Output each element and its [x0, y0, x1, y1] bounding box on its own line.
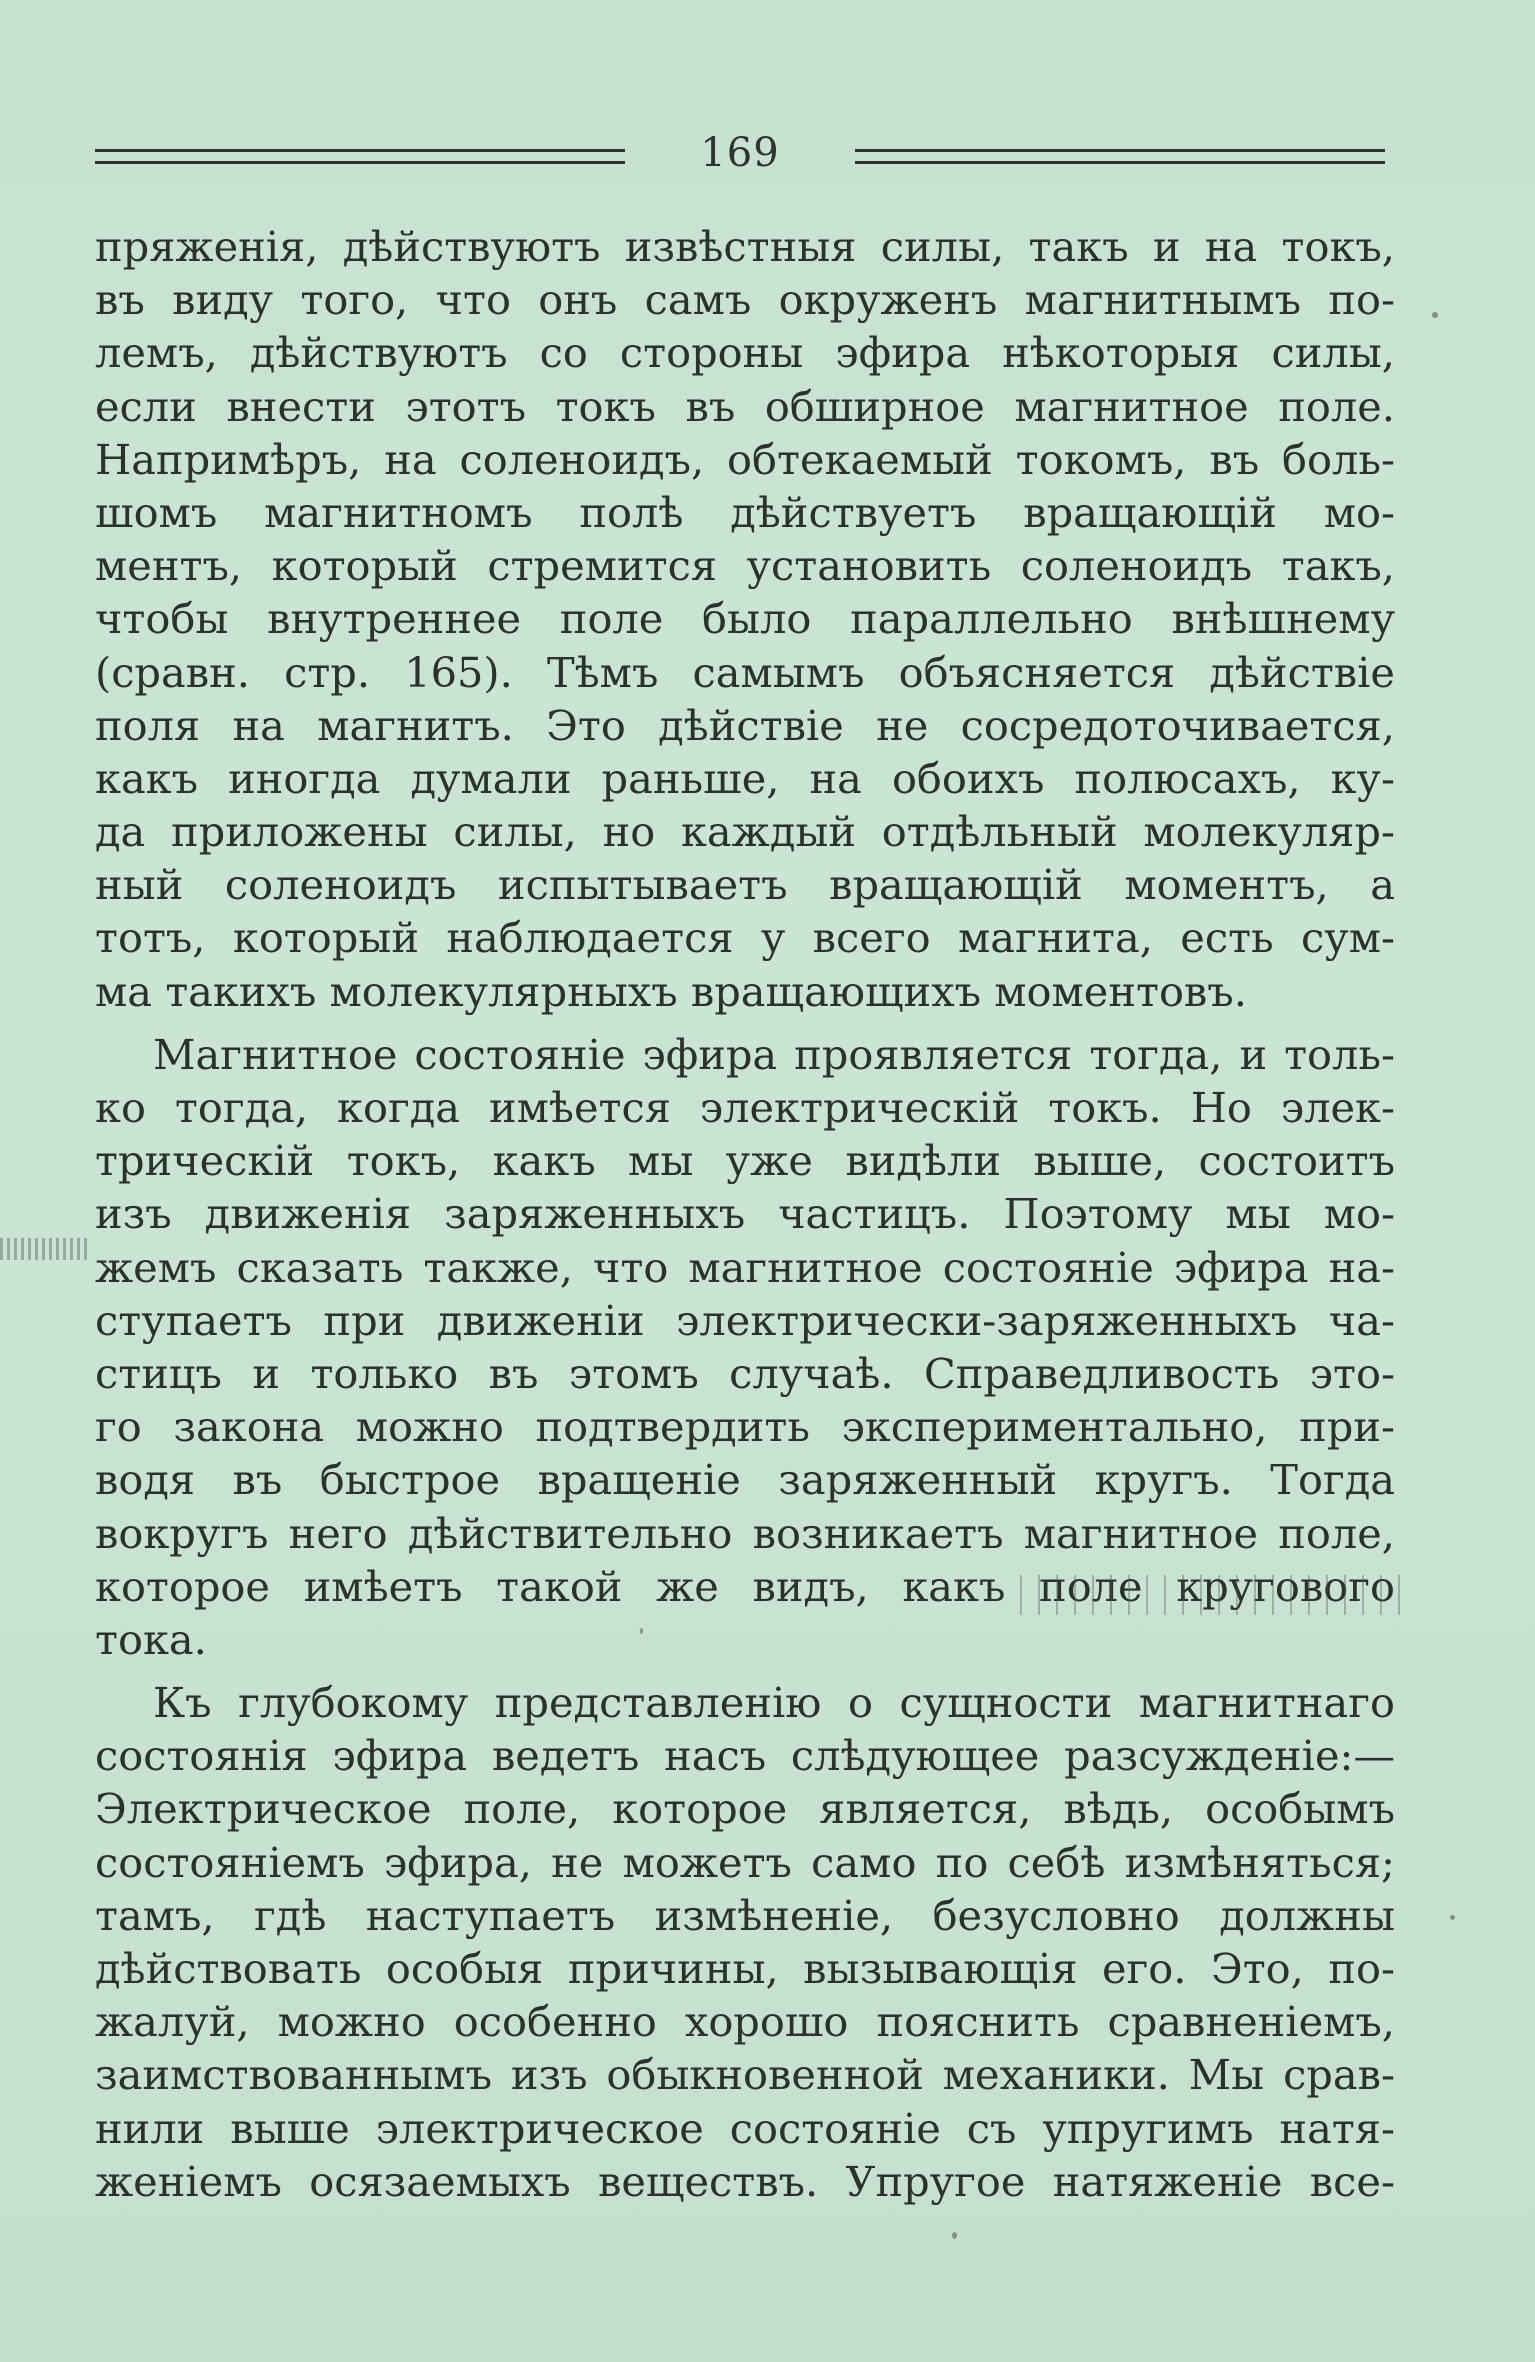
text-line: шомъ магнитномъ полѣ дѣйствуетъ вращающій мо- [95, 487, 1395, 537]
text-line: лемъ, дѣйствуютъ со стороны эфира нѣкоторыя силы, [95, 328, 1395, 378]
text-line: ступаетъ при движеніи электрически-заряженныхъ ча- [95, 1295, 1395, 1345]
paragraph-2 [95, 1028, 1395, 1666]
paper-speck [640, 1628, 643, 1634]
header-rule-left [95, 149, 625, 164]
margin-smudge [0, 1238, 90, 1260]
text-line: Магнитное состояніе эфира проявляется тогда, и толь- [153, 1029, 1395, 1079]
text-line: женіемъ осязаемыхъ веществъ. Упругое натяженіе все- [95, 2156, 1395, 2206]
text-line: нили выше электрическое состояніе съ упругимъ натя- [95, 2103, 1395, 2153]
body-text [95, 220, 1395, 2208]
text-line: поля на магнитъ. Это дѣйствіе не сосредоточивается, [95, 700, 1395, 750]
text-line: чтобы внутреннее поле было параллельно внѣшнему [95, 594, 1395, 644]
text-line: го закона можно подтвердить экспериментально, при- [95, 1402, 1395, 1452]
paper-speck [952, 2232, 957, 2239]
text-line: состоянія эфира ведетъ насъ слѣдующее разсужденіе:— [95, 1731, 1395, 1781]
text-line: въ виду того, что онъ самъ окруженъ магнитнымъ по- [95, 275, 1395, 325]
text-line: водя въ быстрое вращеніе заряженный кругъ. Тогда [95, 1455, 1395, 1505]
text-line: дѣйствовать особыя причины, вызывающія его. Это, по- [95, 1944, 1395, 1993]
text-line: ма такихъ молекулярныхъ вращающихъ моментовъ. [95, 966, 1247, 1016]
text-line: вокругъ него дѣйствительно возникаетъ магнитное поле, [95, 1508, 1395, 1558]
text-line: да приложены силы, но каждый отдѣльный молекуляр- [95, 807, 1395, 857]
ink-bleed-through [1020, 1575, 1400, 1615]
paragraph-3 [95, 1676, 1395, 2208]
text-line: какъ иногда думали раньше, на обоихъ полюсахъ, ку- [95, 753, 1395, 803]
text-line: заимствованнымъ изъ обыкновенной механики. Мы срав- [95, 2050, 1395, 2100]
header-rule-right [855, 149, 1385, 164]
text-line: жалуй, можно особенно хорошо пояснить сравненіемъ, [95, 1997, 1395, 2047]
text-line: жемъ сказать также, что магнитное состояніе эфира на- [95, 1242, 1395, 1292]
text-line: стицъ и только въ этомъ случаѣ. Справедливость это- [95, 1348, 1395, 1398]
paper-speck [1450, 1915, 1455, 1920]
text-line: Къ глубокому представленію о сущности магнитнаго [153, 1678, 1395, 1728]
text-line: если внести этотъ токъ въ обширное магнитное поле. [95, 381, 1395, 431]
page-header [95, 128, 1385, 178]
text-line: Напримѣръ, на соленоидъ, обтекаемый токомъ, въ боль- [95, 434, 1395, 484]
text-line: ный соленоидъ испытываетъ вращающій моментъ, а [95, 860, 1395, 910]
text-line: ко тогда, когда имѣется электрическій токъ. Но элек- [95, 1083, 1395, 1132]
text-line: состояніемъ эфира, не можетъ само по себѣ измѣняться; [95, 1837, 1395, 1887]
text-line: тамъ, гдѣ наступаетъ измѣненіе, безусловно должны [95, 1890, 1395, 1940]
text-line: изъ движенія заряженныхъ частицъ. Поэтому мы мо- [95, 1189, 1395, 1239]
text-line: которое имѣетъ такой же видъ, какъ поле кругового [95, 1561, 1395, 1611]
text-line: пряженія, дѣйствуютъ извѣстныя силы, такъ и на токъ, [95, 222, 1395, 271]
text-line: тока. [95, 1614, 207, 1664]
text-line: ментъ, который стремится установить соленоидъ такъ, [95, 541, 1395, 591]
paragraph-1 [95, 220, 1395, 1018]
text-line: (сравн. стр. 165). Тѣмъ самымъ объясняется дѣйствіе [95, 647, 1395, 697]
paper-speck [1432, 312, 1438, 318]
text-line: тотъ, который наблюдается у всего магнита, есть сум- [95, 913, 1395, 963]
text-line: Электрическое поле, которое является, вѣдь, особымъ [95, 1784, 1395, 1834]
text-line: трическій токъ, какъ мы уже видѣли выше, состоитъ [95, 1136, 1395, 1186]
page-number: 169 [700, 130, 780, 176]
